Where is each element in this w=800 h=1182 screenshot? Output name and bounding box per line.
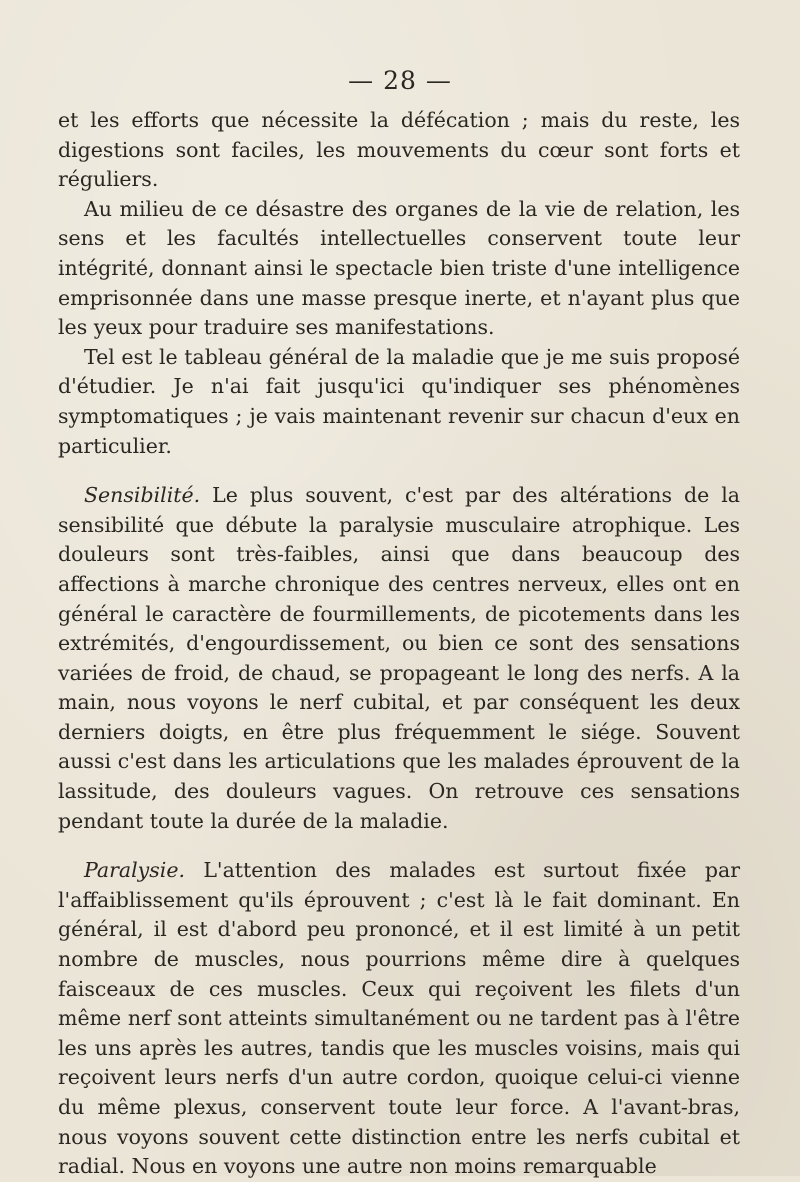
paragraph-text: L'attention des malades est surtout fixée par l'affaiblissement qu'ils éprouvent ; c'est là le fait dominant. En général, il est d'abord peu prononcé, et il est limité à un petit nombre de muscles, nous pourrions même dire à quelques faisceaux de ces muscles. Ceux qui reçoivent les filets d'un même nerf sont atteints simultanément ou ne tardent pas à l'être les uns après les autres, tandis que les muscles voisins, mais qui reçoivent leurs nerfs d'un autre cordon, quoique celui-ci vienne du même plexus, conservent toute leur force. A l'avant-bras, nous voyons souvent cette distinction entre les nerfs cubital et radial. Nous en voyons une autre non moins remarquable: [58, 858, 740, 1179]
paragraph-1: [58, 106, 740, 195]
paragraph-3: [58, 343, 740, 461]
paragraph-text: et les efforts que nécessite la défécation ; mais du reste, les digestions sont faciles, les mouvements du cœur sont forts et réguliers.: [58, 108, 740, 192]
page-number: — 28 —: [348, 66, 452, 95]
paragraph-text: Le plus souvent, c'est par des altérations de la sensibilité que débute la paralysie musculaire atrophique. Les douleurs sont très-faibles, ainsi que dans beaucoup des affections à marche chronique des centres nerveux, elles ont en général le caractère de fourmillements, de picotements dans les extrémités, d'engourdissement, ou bien ce sont des sensations variées de froid, de chaud, se propageant le long des nerfs. A la main, nous voyons le nerf cubital, et par conséquent les deux derniers doigts, en être plus fréquemment le siége. Souvent aussi c'est dans les articulations que les malades éprouvent de la lassitude, des douleurs vagues. On retrouve ces sensations pendant toute la durée de la maladie.: [58, 483, 740, 833]
section-lead-sensibilite: Sensibilité.: [84, 483, 201, 508]
body-text: [58, 106, 740, 1182]
section-lead-paralysie: Paralysie.: [84, 858, 185, 883]
paragraph-paralysie: [58, 856, 740, 1182]
paragraph-2: [58, 195, 740, 343]
paragraph-sensibilite: [58, 481, 740, 836]
paragraph-text: Au milieu de ce désastre des organes de la vie de relation, les sens et les facultés intellectuelles conservent toute leur intégrité, donnant ainsi le spectacle bien triste d'une intelligence emprisonnée dans une masse presque inerte, et n'ayant plus que les yeux pour traduire ses manifestations.: [58, 196, 740, 340]
paragraph-text: Tel est le tableau général de la maladie que je me suis proposé d'étudier. Je n'ai fait jusqu'ici qu'indiquer ses phénomènes symptomatiques ; je vais maintenant revenir sur chacun d'eux en particulier.: [58, 344, 740, 458]
